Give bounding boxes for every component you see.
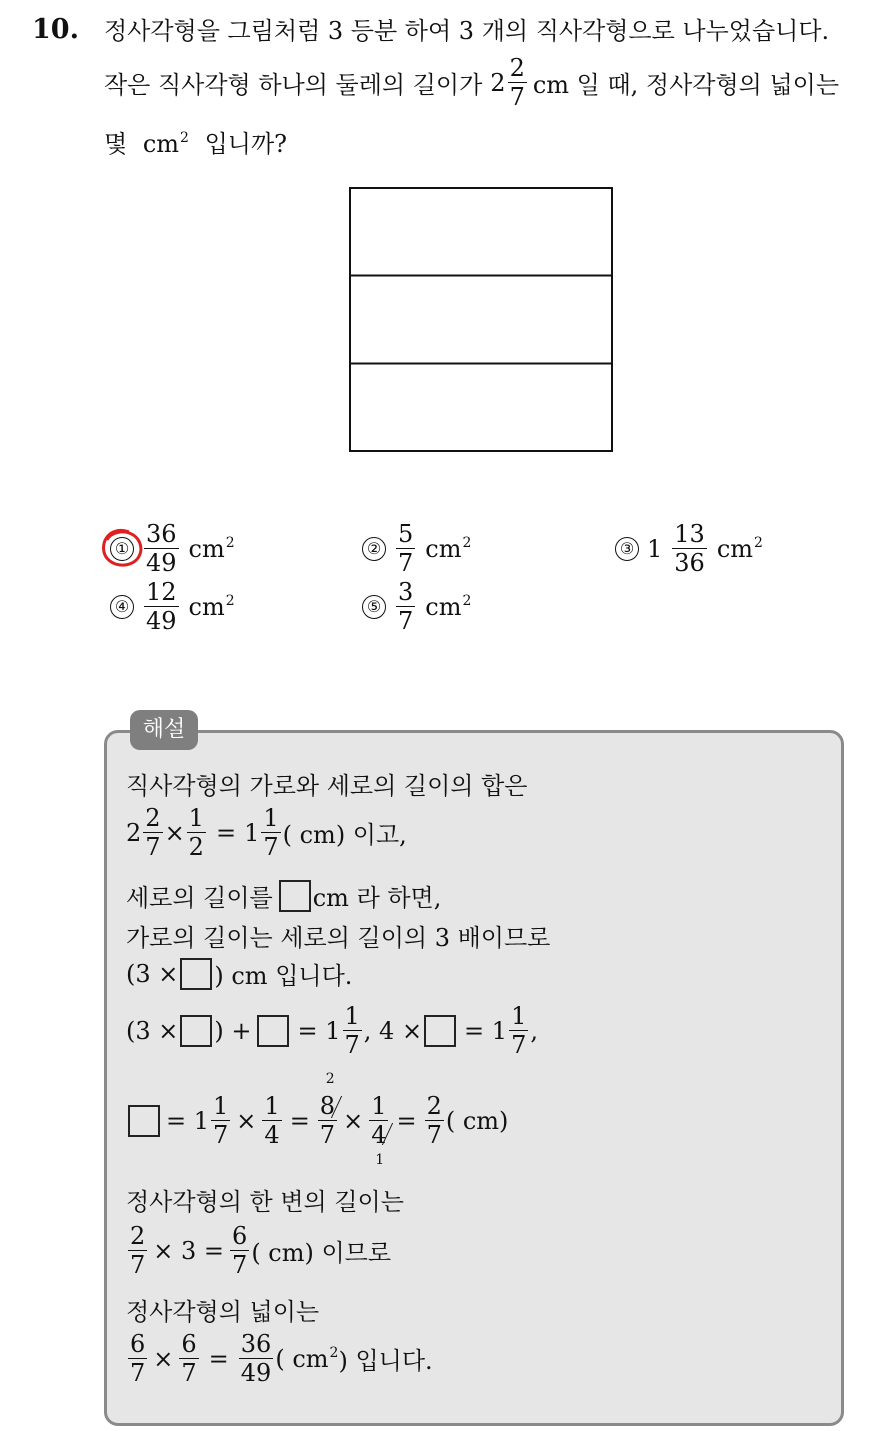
cancelled-fraction: [318, 1071, 337, 1149]
fraction-denominator: 7: [213, 1121, 229, 1149]
fraction-numerator: 1: [511, 1002, 527, 1030]
choice-fraction: [396, 522, 415, 575]
choice-number-icon: ①: [110, 537, 134, 561]
solution-text: , 4 ×: [363, 1016, 423, 1045]
unit: $cm^2$: [425, 534, 472, 563]
fraction-numerator: 6: [232, 1222, 248, 1250]
solution-line-9: [126, 1224, 391, 1277]
operator: ×: [236, 1106, 257, 1135]
operator: ×: [153, 1344, 174, 1373]
solution-text: cm 라 하면,: [312, 884, 442, 912]
cancelled-fraction: [369, 1092, 388, 1168]
fraction: [230, 1224, 249, 1277]
mixed-number-whole: 1: [647, 534, 663, 563]
fraction-denominator: 7: [511, 1031, 527, 1059]
solution-text: 세로의 길이를: [126, 884, 273, 912]
fraction-numerator: 12: [146, 578, 177, 606]
mixed-number-whole: 2: [126, 818, 142, 847]
solution-line-11: [126, 1332, 433, 1385]
solution-line-8: 정사각형의 한 변의 길이는: [126, 1188, 404, 1216]
fraction-denominator: 7: [130, 1251, 146, 1279]
fraction: [187, 806, 206, 859]
operator: =: [208, 1344, 229, 1373]
solution-line-4: 가로의 길이는 세로의 길이의 3 배이므로: [126, 924, 551, 952]
solution-line-5: [126, 956, 352, 991]
solution-tag: 해설: [130, 710, 198, 750]
fraction-denominator: 49: [146, 607, 177, 635]
question-text: cm 일 때, 정사각형의 넓이는: [532, 71, 840, 99]
operator: =: [396, 1106, 417, 1135]
blank-box: [424, 1015, 456, 1047]
fraction-denominator: 4: [264, 1121, 280, 1149]
operator: =: [289, 1106, 310, 1135]
solution-text: = 1: [166, 1106, 210, 1135]
mixed-number-whole: 2: [490, 68, 506, 97]
unit: cm: [142, 130, 180, 158]
fraction-numerator: 3: [398, 578, 414, 606]
choice-number-icon: ②: [362, 537, 386, 561]
fraction-numerator: 13: [674, 520, 705, 548]
solution-line-6: [126, 1004, 538, 1057]
fraction-numerator: 36: [240, 1330, 272, 1358]
solution-line-7: [126, 1071, 509, 1168]
fraction-denominator: 7: [130, 1359, 146, 1387]
blank-box: [180, 1015, 212, 1047]
choice-4[interactable]: [110, 580, 235, 633]
question-line-1: 정사각형을 그림처럼 3 등분 하여 3 개의 직사각형으로 나누었습니다.: [104, 17, 830, 45]
fraction-numerator: 6: [130, 1330, 146, 1358]
choice-3[interactable]: [615, 522, 763, 575]
question-text: 입니까?: [204, 130, 288, 158]
choice-number-icon: ④: [110, 595, 134, 619]
unit: $cm^2$: [188, 534, 235, 563]
fraction: [343, 1004, 362, 1057]
fraction-denominator: 7: [232, 1251, 248, 1279]
unit: $cm^2$: [716, 534, 763, 563]
solution-text: (3 ×: [126, 959, 179, 988]
fraction-denominator: 4: [371, 1121, 387, 1149]
square-figure: [348, 186, 616, 454]
fraction-denominator: 7: [263, 833, 279, 861]
solution-text: ( cm): [445, 1106, 509, 1135]
operator: ×: [164, 818, 185, 847]
fraction-denominator: 7: [145, 833, 161, 861]
fraction: [128, 1332, 147, 1385]
solution-text: ( cm) 이므로: [251, 1239, 392, 1267]
solution-text: ) cm 입니다.: [214, 962, 353, 990]
fraction-numerator: 1: [263, 804, 279, 832]
solution-text: ) 입니다.: [338, 1347, 433, 1375]
fraction-numerator: 1: [188, 804, 204, 832]
fraction: [211, 1094, 230, 1147]
solution-line-3: [126, 878, 441, 913]
solution-text: (3 ×: [126, 1016, 179, 1045]
fraction-numerator: 1: [371, 1092, 387, 1120]
unit: $cm^2$: [425, 592, 472, 621]
selected-answer-circle: [99, 526, 145, 572]
fraction-denominator: 49: [240, 1359, 272, 1387]
fraction-numerator: 36: [146, 520, 177, 548]
blank-box: [279, 880, 311, 912]
square-outline: [350, 188, 612, 451]
choice-fraction: [144, 580, 179, 633]
fraction-numerator: 2: [145, 804, 161, 832]
solution-text: ,: [530, 1016, 538, 1045]
blank-box: [180, 958, 212, 990]
fraction-denominator: 7: [509, 83, 525, 111]
fraction-numerator: 2: [426, 1092, 442, 1120]
solution-text: ( cm) 이고,: [282, 821, 407, 849]
blank-box: [128, 1105, 160, 1137]
fraction: [261, 806, 280, 859]
fraction-numerator: 1: [213, 1092, 229, 1120]
choice-fraction: [672, 522, 707, 575]
fraction-denominator: 7: [398, 607, 414, 635]
perimeter-fraction: [508, 56, 527, 109]
question-line-3: [104, 124, 287, 159]
solution-line-1: 직사각형의 가로와 세로의 길이의 합은: [126, 772, 528, 800]
fraction-denominator: 7: [398, 549, 414, 577]
choice-5[interactable]: [362, 580, 471, 633]
fraction-numerator: 6: [181, 1330, 197, 1358]
fraction-denominator: 7: [426, 1121, 442, 1149]
fraction-denominator: 7: [319, 1121, 336, 1149]
fraction-denominator: 36: [674, 549, 705, 577]
question-text: 작은 직사각형 하나의 둘레의 길이가: [104, 71, 483, 99]
fraction-denominator: 7: [344, 1031, 360, 1059]
choice-fraction: [144, 522, 179, 575]
fraction: [239, 1332, 274, 1385]
choice-number-icon: ③: [615, 537, 639, 561]
blank-box: [257, 1015, 289, 1047]
fraction-denominator: 49: [146, 549, 177, 577]
choice-fraction: [396, 580, 415, 633]
solution-text: = 1: [297, 1016, 341, 1045]
fraction: [262, 1094, 281, 1147]
fraction-denominator: 7: [181, 1359, 197, 1387]
choice-2[interactable]: [362, 522, 471, 575]
mixed-number-whole: 1: [244, 818, 260, 847]
fraction-numerator: 2: [509, 54, 525, 82]
question-number: 10.: [32, 14, 79, 45]
fraction-numerator: 8: [319, 1092, 336, 1120]
fraction: [179, 1332, 198, 1385]
operator: ×: [343, 1106, 364, 1135]
unit: ( $cm^2$: [275, 1344, 339, 1373]
question-line-2: [104, 56, 839, 109]
fraction-numerator: 1: [264, 1092, 280, 1120]
question-text: 몇: [104, 130, 128, 158]
fraction: [425, 1094, 444, 1147]
operator: =: [215, 818, 237, 847]
fraction-denominator: 2: [188, 833, 204, 861]
reduced-numerator: 2: [325, 1071, 335, 1087]
solution-line-2: [126, 806, 407, 859]
solution-line-10: 정사각형의 넓이는: [126, 1298, 320, 1326]
unit-exponent: 2: [180, 130, 189, 146]
solution-text: = 1: [464, 1016, 508, 1045]
reduced-denominator: 1: [375, 1152, 385, 1168]
unit: $cm^2$: [188, 592, 235, 621]
fraction: [128, 1224, 147, 1277]
fraction-numerator: 5: [398, 520, 414, 548]
choice-number-icon: ⑤: [362, 595, 386, 619]
solution-text: × 3 =: [153, 1236, 225, 1265]
fraction-numerator: 1: [344, 1002, 360, 1030]
solution-text: ) +: [214, 1016, 252, 1045]
fraction: [143, 806, 162, 859]
fraction: [509, 1004, 528, 1057]
fraction-numerator: 2: [130, 1222, 146, 1250]
